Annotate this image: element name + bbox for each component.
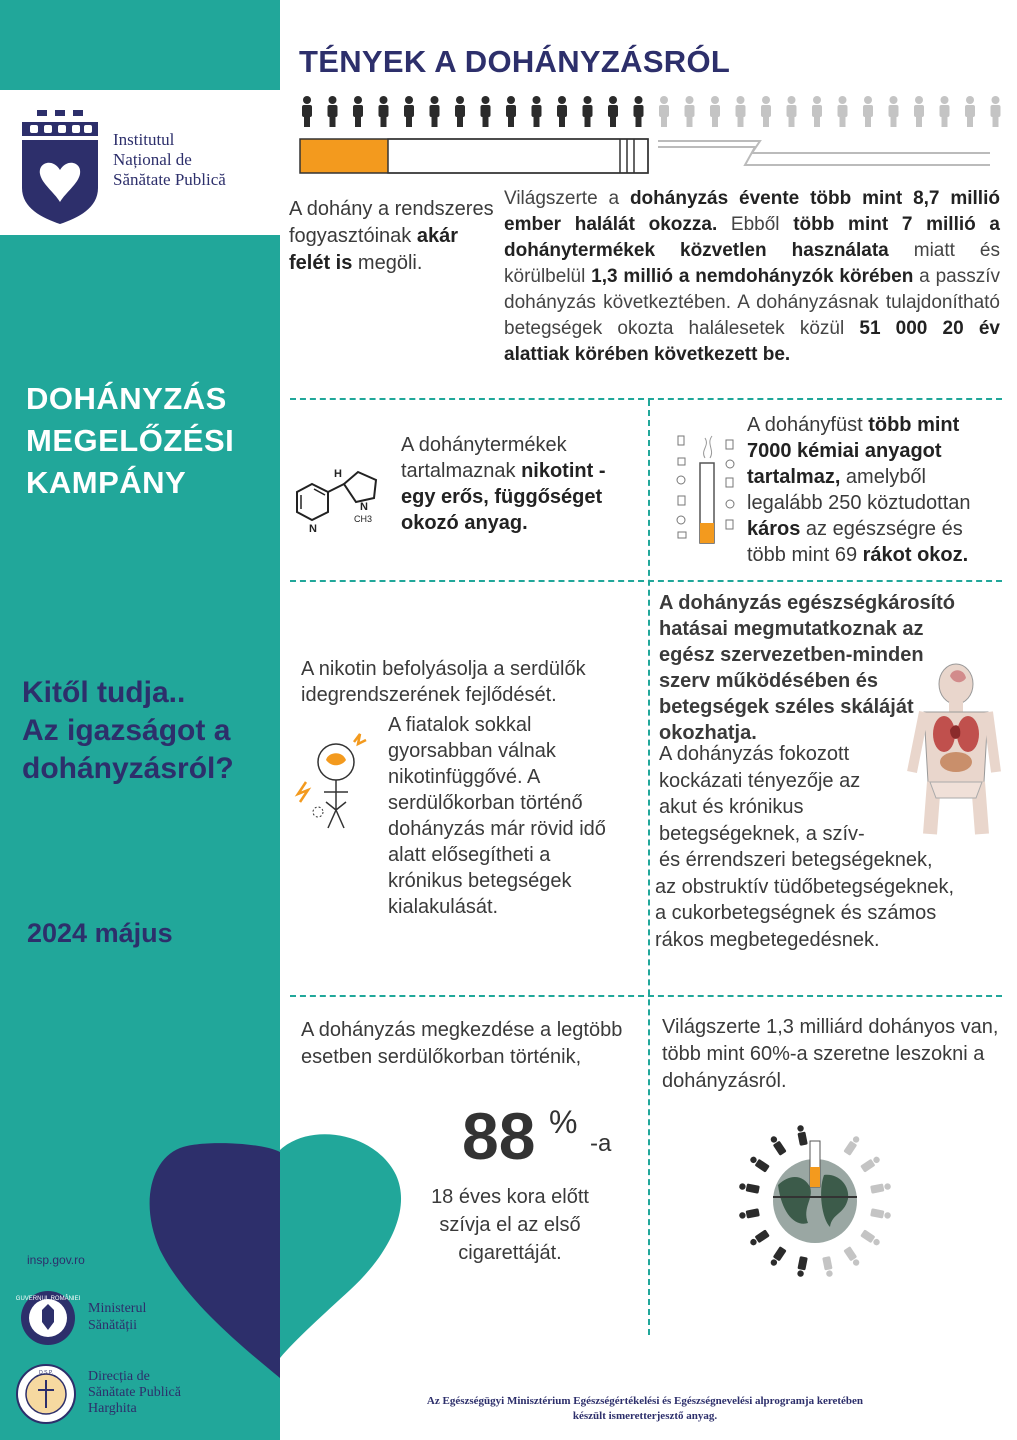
campaign-title	[26, 378, 234, 504]
person-grey-icon	[991, 96, 1001, 127]
organs-line-3: akut és krónikus	[659, 796, 804, 818]
stat-percent-sign: %	[549, 1104, 578, 1140]
person-dark-icon	[302, 96, 312, 127]
smoke-bold-3: rákot okoz.	[862, 544, 969, 566]
person-dark-icon	[557, 96, 567, 127]
organs-line-8: rákos megbetegedésnek.	[655, 928, 880, 951]
footer-note	[300, 1394, 990, 1424]
stat-88-value: 88	[462, 1099, 536, 1173]
fact2-text-3: miatt és körülbelül	[504, 240, 1000, 287]
fact1-bold: akár felét is	[289, 225, 459, 274]
fact-first-cigarette: 18 éves kora előtt szívja el az első cigarettáját.	[431, 1186, 589, 1264]
ministry-name	[88, 1300, 146, 1334]
divider-2	[290, 580, 1002, 582]
cigarette-small-filter	[700, 523, 714, 543]
fact-global-deaths	[504, 186, 1000, 368]
globe-person-icon	[843, 1246, 861, 1267]
fact2-text-2: Ebből	[717, 214, 794, 235]
globe-person-icon	[860, 1229, 881, 1247]
fact1-text-2: megöli.	[352, 252, 423, 274]
smoke-trail	[658, 141, 990, 165]
campaign-title-line-2: MEGELŐZÉSI	[26, 423, 235, 458]
globe-person-icon	[739, 1208, 760, 1220]
person-dark-icon	[634, 96, 644, 127]
campaign-title-line-1: DOHÁNYZÁS	[26, 381, 227, 416]
person-grey-icon	[659, 96, 669, 127]
institute-name	[113, 130, 226, 190]
footer-line-2: készült ismeretterjesztő anyag.	[572, 1410, 718, 1422]
person-dark-icon	[532, 96, 542, 127]
molecule-hydrogen: H	[334, 468, 342, 480]
person-grey-icon	[736, 96, 746, 127]
person-grey-icon	[889, 96, 899, 127]
smoke-bold-1: több mint 7000 kémiai anyagot tartalmaz,	[747, 414, 960, 488]
person-grey-icon	[685, 96, 695, 127]
globe-person-icon	[749, 1229, 770, 1247]
smoke-text-1: A dohányfüst	[747, 414, 869, 436]
globe-cigarette-filter	[810, 1167, 820, 1187]
fact1-text-1: A dohány a rendszeres fogyasztóinak	[289, 198, 494, 247]
organs-line-2: kockázati tényezője az	[659, 769, 861, 792]
person-grey-icon	[863, 96, 873, 127]
globe-person-icon	[822, 1256, 834, 1277]
dsp-seal-icon	[16, 1364, 76, 1424]
fact-world-smokers: Világszerte 1,3 milliárd dohányos van, több mint 60%-a szeretne leszokni a dohányzásról.	[662, 1016, 999, 1092]
question-heading	[22, 674, 234, 788]
person-dark-icon	[608, 96, 618, 127]
person-dark-icon	[353, 96, 363, 127]
person-dark-icon	[404, 96, 414, 127]
smoke-text-3: az egészségre és több mint 69	[747, 518, 963, 566]
cigarette-body	[388, 139, 648, 173]
person-grey-icon	[940, 96, 950, 127]
person-dark-icon	[430, 96, 440, 127]
smoke-bold-2: káros	[747, 518, 801, 540]
people-cigarette-graphic	[290, 95, 1010, 175]
institute-line-3: Sănătate Publică	[113, 170, 226, 189]
human-anatomy-icon	[906, 662, 1000, 837]
globe-person-icon	[739, 1182, 760, 1194]
molecule-methyl: CH3	[354, 514, 373, 524]
fact2-text-4: a passzív dohányzás következtében. A dohányzásnak tulajdonítható betegségek okozta halálesetek közül	[504, 266, 1001, 339]
person-dark-icon	[583, 96, 593, 127]
fact-half-users	[289, 196, 499, 277]
person-grey-icon	[787, 96, 797, 127]
person-dark-icon	[506, 96, 516, 127]
organs-line-7: a cukorbetegségnek és számos	[655, 902, 937, 924]
divider-vertical	[648, 400, 650, 1335]
ministry-line-1: Ministerul	[88, 1301, 147, 1316]
fact-smoke-chemicals	[747, 412, 1005, 568]
globe-person-icon	[796, 1125, 808, 1146]
molecule-nitrogen-methyl: N	[360, 501, 368, 513]
globe-person-icon	[796, 1256, 808, 1277]
nicotine-text: A dohánytermékek tartalmaznak	[401, 434, 567, 482]
dsp-seal-text: D.S.P.	[39, 1370, 53, 1376]
person-grey-icon	[761, 96, 771, 127]
globe-person-icon	[769, 1246, 787, 1267]
person-grey-icon	[914, 96, 924, 127]
logo-panel	[0, 90, 280, 235]
website-link[interactable]: insp.gov.ro	[27, 1253, 85, 1267]
footer-line-1: Az Egészségügyi Minisztérium Egészségértékelési és Egészségnevelési alprogramja keretében	[426, 1395, 864, 1407]
globe-person-icon	[749, 1155, 770, 1173]
question-line-2: Az igazságot a	[22, 714, 231, 747]
person-grey-icon	[710, 96, 720, 127]
person-grey-icon	[965, 96, 975, 127]
globe-person-icon	[843, 1135, 861, 1156]
question-line-3: dohányzásról?	[22, 752, 234, 785]
globe-person-icon	[860, 1155, 881, 1173]
chemicals-icon	[670, 428, 745, 548]
ministry-line-2: Sănătății	[88, 1318, 137, 1333]
person-dark-icon	[455, 96, 465, 127]
fact-brain-body: A fiatalok sokkal gyorsabban válnak nikotinfüggővé. A serdülőkorban történő dohányzás már rövid idő alatt elősegítheti a krónikus betegségek kialakulását.	[388, 714, 606, 918]
globe-person-icon	[870, 1208, 891, 1220]
fact-nicotine	[401, 432, 633, 536]
fact-teen-start: A dohányzás megkezdése a legtöbb esetben serdülőkorban történik,	[301, 1019, 623, 1068]
government-seal-icon	[15, 1290, 81, 1346]
institute-line-2: Național de	[113, 150, 192, 169]
campaign-title-line-3: KAMPÁNY	[26, 465, 187, 500]
page-title: TÉNYEK A DOHÁNYZÁSRÓL	[299, 44, 731, 79]
directorate-line-1: Direcția de	[88, 1369, 150, 1384]
cigarette-filter	[300, 139, 388, 173]
globe-smokers-icon	[738, 1115, 893, 1275]
person-dark-icon	[328, 96, 338, 127]
fact2-bold-4: 51 000 20 év alattiak körében következett be.	[504, 318, 1000, 365]
directorate-name	[88, 1369, 181, 1417]
divider-3	[290, 995, 1002, 997]
organs-line-1: A dohányzás fokozott	[659, 743, 850, 765]
smoke-text-2: amelyből legalább 250 köztudottan	[747, 466, 971, 514]
person-dark-icon	[379, 96, 389, 127]
divider-1	[290, 398, 1002, 400]
person-dark-icon	[481, 96, 491, 127]
government-seal-text: GUVERNUL ROMÂNIEI	[15, 1296, 81, 1302]
brain-person-icon	[296, 732, 380, 832]
fact2-bold-2: több mint 7 millió a dohánytermékek közvetlen használata	[504, 214, 1000, 261]
campaign-date: 2024 május	[27, 918, 173, 948]
institute-line-1: Institutul	[113, 130, 175, 149]
fact-organs-bold: A dohányzás egészségkárosító hatásai megmutatkoznak az egész szervezetben-minden szerv működésében és betegségek széles skáláját okozhatja.	[659, 592, 956, 744]
molecule-nitrogen-ring: N	[309, 523, 317, 535]
stat-suffix: -a	[590, 1130, 612, 1157]
fact2-bold-1: dohányzás évente több mint 8,7 millió ember halálát okozza.	[504, 188, 1000, 235]
organs-line-6: az obstruktív tüdőbetegségeknek,	[655, 875, 955, 898]
fact2-text-1: Világszerte a	[504, 188, 630, 209]
insp-logo-icon	[20, 108, 100, 226]
directorate-line-3: Harghita	[88, 1401, 137, 1416]
fact2-bold-3: 1,3 millió a nemdohányzók körében	[591, 266, 914, 287]
nicotine-molecule-icon	[292, 462, 392, 537]
directorate-line-2: Sănătate Publică	[88, 1385, 181, 1400]
question-line-1: Kitől tudja..	[22, 676, 186, 709]
heart-icon	[160, 1130, 410, 1370]
organs-line-4: betegségeknek, a szív-	[659, 822, 865, 845]
fact-brain-intro: A nikotin befolyásolja a serdülők idegrendszerének fejlődését.	[301, 658, 586, 706]
globe-person-icon	[870, 1182, 891, 1194]
globe-person-icon	[769, 1135, 787, 1156]
nicotine-bold: nikotint - egy erős, függőséget okozó anyag.	[401, 460, 606, 534]
person-grey-icon	[812, 96, 822, 127]
person-grey-icon	[838, 96, 848, 127]
organs-line-5: és érrendszeri betegségeknek,	[659, 849, 933, 871]
